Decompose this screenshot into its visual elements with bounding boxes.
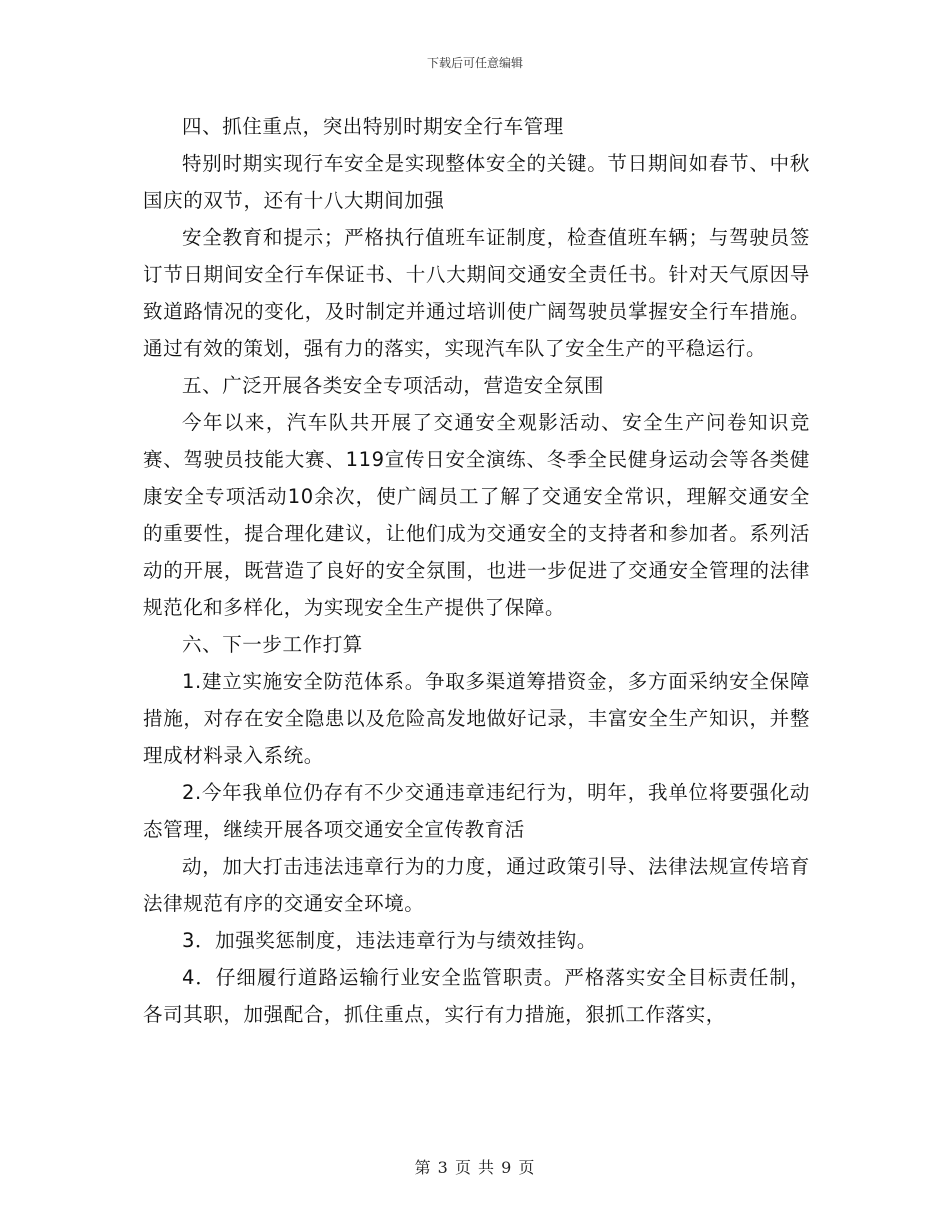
- page-number: 第 3 页 共 9 页: [414, 1158, 536, 1177]
- section-heading-5: 五、广泛开展各类安全专项活动，营造安全氛围: [182, 374, 605, 397]
- list-item: 2.今年我单位仍存有不少交通违章违纪行为，明年，我单位将要强化动态管理，继续开展各项交通安全宣传教育活: [143, 781, 810, 841]
- paragraph: 特别时期实现行车安全是实现整体安全的关键。节日期间如春节、中秋国庆的双节，还有十八大期间加强: [143, 152, 810, 212]
- paragraph: 动，加大打击违法违章行为的力度，通过政策引导、法律法规宣传培育法律规范有序的交通安全环境。: [143, 855, 810, 915]
- list-item: 3．加强奖惩制度，违法违章行为与绩效挂钩。: [182, 929, 598, 952]
- section-heading-4: 四、抓住重点，突出特别时期安全行车管理: [182, 115, 564, 138]
- page-header: 下载后可任意编辑: [426, 56, 523, 70]
- list-item: 1.建立实施安全防范体系。争取多渠道筹措资金，多方面采纳安全保障措施，对存在安全隐患以及危险高发地做好记录，丰富安全生产知识，并整理成材料录入系统。: [143, 670, 810, 767]
- paragraph: 今年以来，汽车队共开展了交通安全观影活动、安全生产问卷知识竞赛、驾驶员技能大赛、119宣传日安全演练、冬季全民健身运动会等各类健康安全专项活动10余次，使广阔员工了解了交通安全常识，理解交通安全的重要性，提合理化建议，让他们成为交通安全的支持者和参加者。系列活动的开展，既营造了良好的安全氛围，也进一步促进了交通安全管理的法律规范化和多样化，为实现安全生产提供了保障。: [143, 411, 810, 619]
- section-heading-6: 六、下一步工作打算: [182, 633, 363, 656]
- paragraph: 安全教育和提示；严格执行值班车证制度，检查值班车辆；与驾驶员签订节日期间安全行车保证书、十八大期间交通安全责任书。针对天气原因导致道路情况的变化，及时制定并通过培训使广阔驾驶员掌握安全行车措施。通过有效的策划，强有力的落实，实现汽车队了安全生产的平稳运行。: [143, 226, 810, 360]
- list-item: 4．仔细履行道路运输行业安全监管职责。严格落实安全目标责任制，各司其职，加强配合，抓住重点，实行有力措施，狠抓工作落实，: [143, 966, 810, 1026]
- document-body: [143, 108, 810, 1033]
